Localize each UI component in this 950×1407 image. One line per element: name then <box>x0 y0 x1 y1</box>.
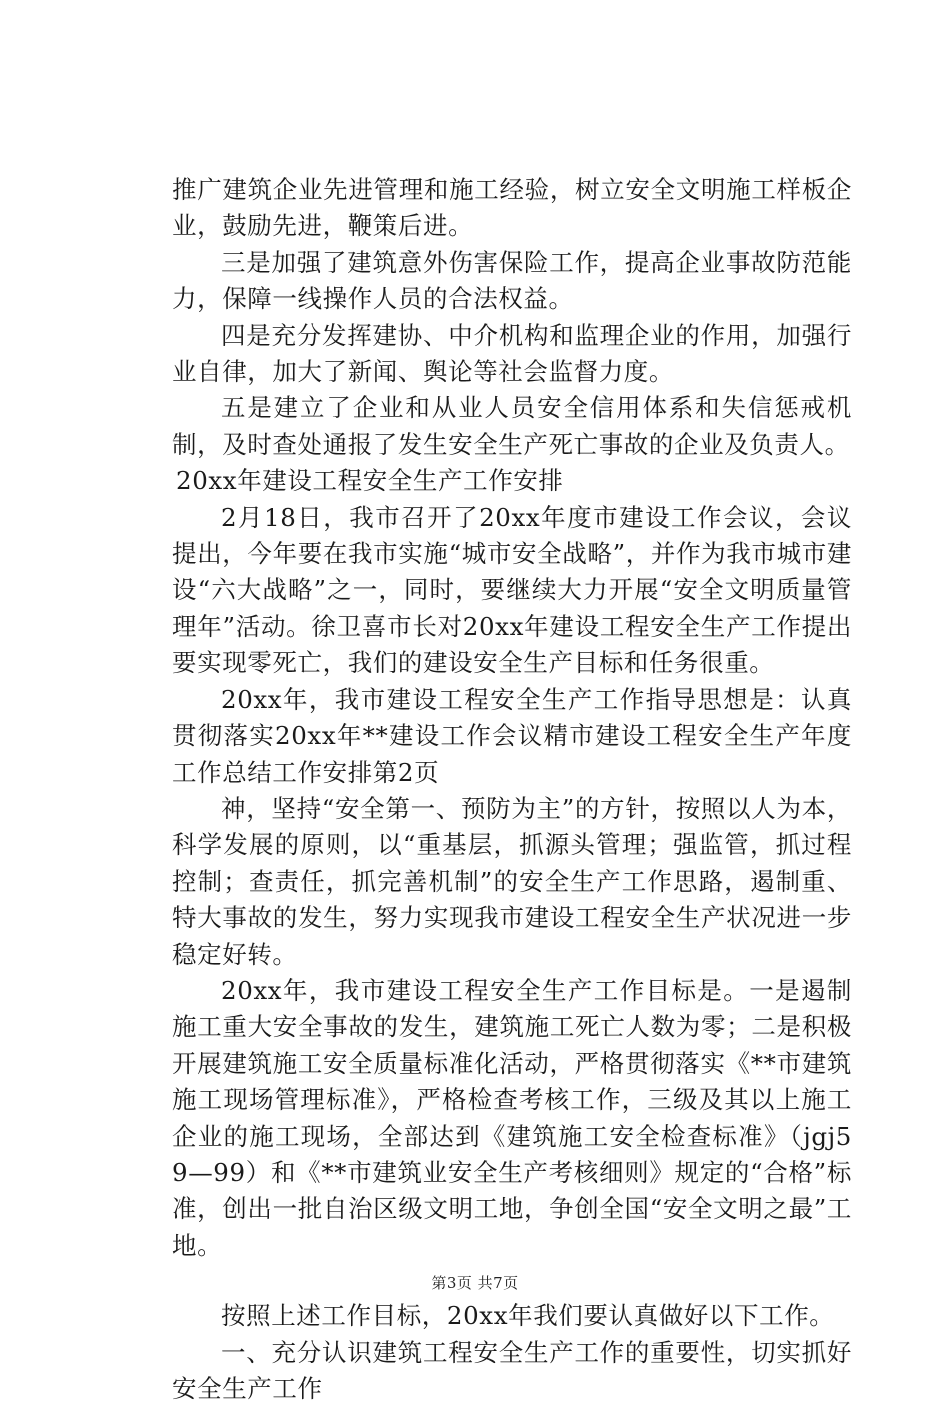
paragraph-item-five: 五是建立了企业和从业人员安全信用体系和失信惩戒机制，及时查处通报了发生安全生产死亡事故的企业及负责人。 <box>172 393 852 459</box>
page-footer: 第3页 共7页 <box>431 1274 519 1292</box>
paragraph-item-three: 三是加强了建筑意外伤害保险工作，提高企业事故防范能力，保障一线操作人员的合法权益。 <box>172 247 852 314</box>
paragraph-guiding-thought: 20xx年，我市建设工程安全生产工作指导思想是：认真贯彻落实20xx年**建设工作会议精市建设工程安全生产年度工作总结工作安排第2页 <box>172 684 852 787</box>
paragraph-work-intro: 按照上述工作目标，20xx年我们要认真做好以下工作。 <box>221 1301 835 1331</box>
paragraph-section-one: 一、充分认识建筑工程安全生产工作的重要性，切实抓好安全生产工作 <box>172 1337 852 1403</box>
paragraph-goals: 20xx年，我市建设工程安全生产工作目标是。一是遏制施工重大安全事故的发生，建筑施工死亡人数为零；二是积极开展建筑施工安全质量标准化活动，严格贯彻落实《**市建筑施工现场管理标准》，严格检查考核工作，三级及其以上施工企业的施工现场，全部达到《建筑施工安全检查标准》（jgj59—99）和《**市建筑业安全生产考核细则》规定的“合格”标准，创出一批自治区级文明工地，争创全国“安全文明之最”工地。 <box>172 975 852 1260</box>
paragraph-principles: 神，坚持“安全第一、预防为主”的方针，按照以人为本，科学发展的原则，以“重基层，抓源头管理；强监管，抓过程控制；查责任，抓完善机制”的安全生产工作思路，遏制重、特大事故的发生，努力实现我市建设工程安全生产状况进一步稳定好转。 <box>172 793 852 969</box>
document-body <box>172 172 852 1407</box>
paragraph-item-four: 四是充分发挥建协、中介机构和监理企业的作用，加强行业自律，加大了新闻、舆论等社会监督力度。 <box>172 320 852 387</box>
section-heading: 20xx年建设工程安全生产工作安排 <box>176 466 564 496</box>
paragraph-meeting: 2月18日，我市召开了20xx年度市建设工作会议，会议提出，今年要在我市实施“城市安全战略”，并作为我市城市建设“六大战略”之一，同时，要继续大力开展“安全文明质量管理年”活动。徐卫喜市长对20xx年建设工程安全生产工作提出要实现零死亡，我们的建设安全生产目标和任务很重。 <box>172 502 852 678</box>
paragraph-continued: 推广建筑企业先进管理和施工经验，树立安全文明施工样板企业，鼓励先进，鞭策后进。 <box>172 175 852 241</box>
